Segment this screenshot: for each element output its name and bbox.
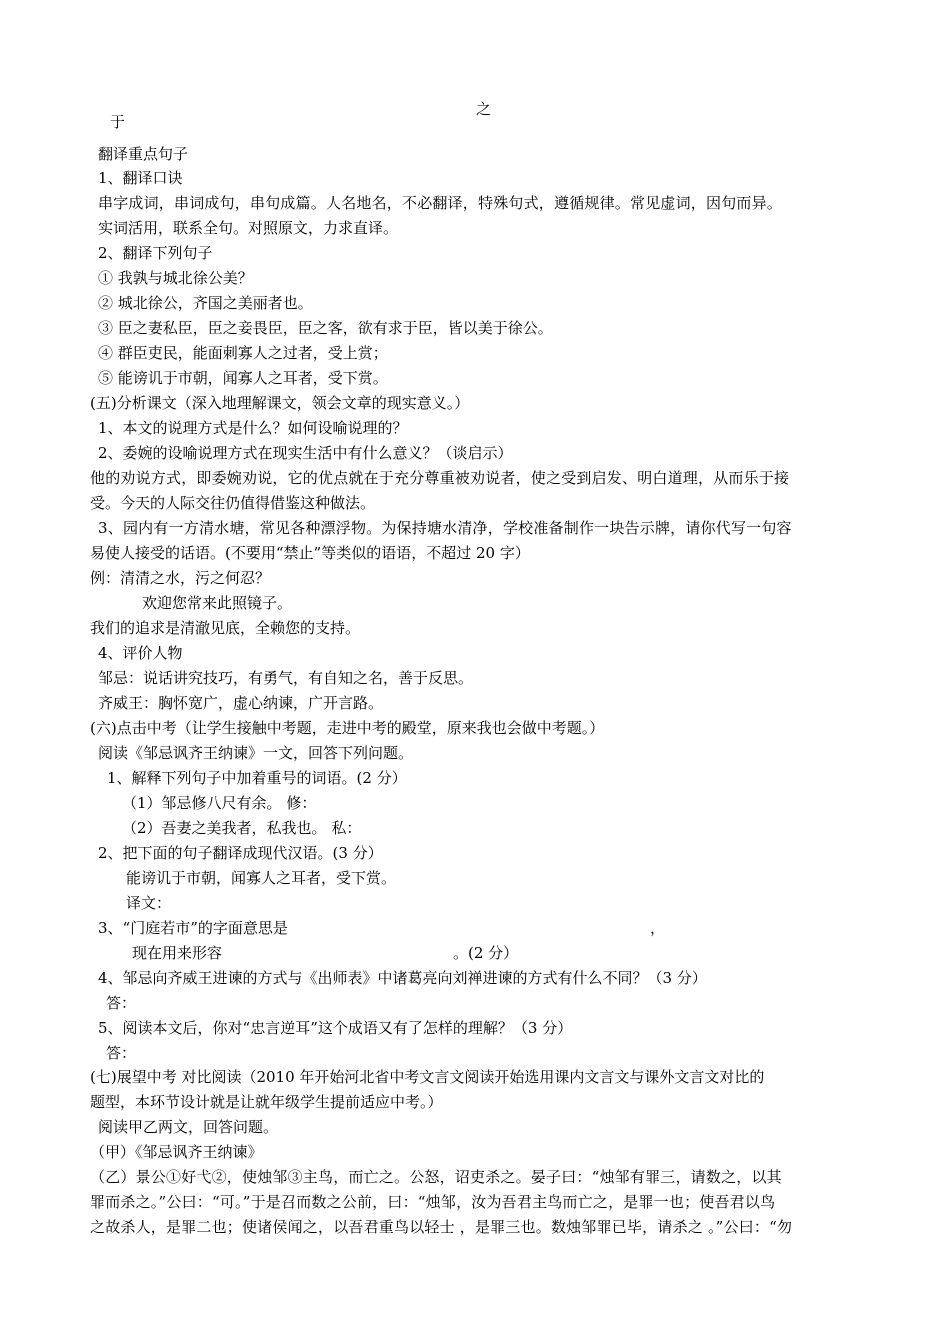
question: 易使人接受的话语。(不要用“禁止”等类似的语语，不超过 20 字）	[90, 544, 530, 562]
list-item: ④ 群臣吏民，能面刺寡人之过者，受上赏；	[98, 344, 388, 362]
answer-label: 译文：	[126, 894, 172, 912]
paragraph-line: 欢迎您常来此照镜子。	[142, 594, 293, 612]
answer-label: 答：	[106, 994, 137, 1012]
question: 2、委婉的设喻说理方式在现实生活中有什么意义？（谈启示）	[98, 444, 513, 462]
section-heading-7: (七)展望中考 对比阅读（2010 年开始河北省中考文言文阅读开始选用课内文言文与课外文言文对比的	[90, 1068, 765, 1086]
paragraph-line: 邹忌：说话讲究技巧，有勇气，有自知之名，善于反思。	[98, 669, 474, 687]
question: 1、解释下列句子中加着重号的词语。(2 分）	[107, 769, 407, 787]
list-item: ⑤ 能谤讥于市朝，闻寡人之耳者，受下赏。	[98, 369, 388, 387]
paragraph-line: 之故杀人，是罪二也；使诸侯闻之，以吾君重鸟以轻士 ，是罪三也。数烛邹罪已毕，请杀之 。”公曰：“勿	[90, 1218, 793, 1236]
paragraph-line: 能谤讥于市朝，闻寡人之耳者，受下赏。	[126, 869, 397, 887]
paragraph-line: 我们的追求是清澈见底，全赖您的支持。	[90, 619, 361, 637]
list-item: ③ 臣之妻私臣，臣之妾畏臣，臣之客，欲有求于臣，皆以美于徐公。	[98, 319, 553, 337]
section-heading-6: (六)点击中考（让学生接触中考题，走进中考的殿堂，原来我也会做中考题。）	[90, 719, 605, 737]
question-item: 现在用来形容	[132, 944, 223, 962]
subheading: 2、翻译下列句子	[98, 244, 213, 262]
blank-comma: ，	[650, 919, 666, 937]
paragraph-line: 齐威王：胸怀宽广，虚心纳谏，广开言路。	[98, 694, 384, 712]
text-label-jia: （甲）《邹忌讽齐王纳谏》	[90, 1143, 263, 1161]
subheading: 1、翻译口诀	[98, 169, 183, 187]
question: 2、把下面的句子翻译成现代汉语。(3 分）	[98, 844, 383, 862]
paragraph-line: 阅读甲乙两文，回答问题。	[98, 1118, 279, 1136]
paragraph-line: 他的劝说方式，即委婉劝说，它的优点就在于充分尊重被劝说者，使之受到启发、明白道理，从而乐于接	[90, 469, 790, 487]
paragraph-line: 罪而杀之。”公曰：“可。”于是召而数之公前，曰：“烛邹，汝为吾君主鸟而亡之，是罪一也；使吾君以鸟	[90, 1193, 776, 1211]
answer-label: 答：	[106, 1044, 137, 1062]
question: 4、邹忌向齐威王进谏的方式与《出师表》中诸葛亮向刘禅进谏的方式有什么不同？（3 分）	[98, 969, 707, 987]
paragraph-line: 串字成词，串词成句，串句成篇。人名地名，不必翻译，特殊句式，遵循规律。常见虚词，因句而异。	[98, 194, 783, 212]
section-heading-translate: 翻译重点句子	[98, 145, 189, 163]
list-item: ① 我孰与城北徐公美？	[98, 269, 253, 287]
question: 3、“门庭若市”的字面意思是	[98, 919, 288, 937]
question-item: （2）吾妻之美我者，私我也。 私：	[122, 819, 362, 837]
top-mark-zhi: 之	[476, 100, 492, 118]
top-mark-yu: 于	[110, 113, 126, 131]
paragraph-line: （乙）景公①好弋②，使烛邹③主鸟，而亡之。公怒，诏吏杀之。晏子曰：“烛邹有罪三，请数之，以其	[90, 1168, 782, 1186]
question-item-end: 。(2 分）	[453, 944, 519, 962]
question: 5、阅读本文后，你对“忠言逆耳”这个成语又有了怎样的理解？（3 分）	[98, 1019, 573, 1037]
paragraph-line: 题型，本环节设计就是让就年级学生提前适应中考。）	[90, 1093, 443, 1111]
paragraph-line: 实词活用，联系全句。对照原文，力求直译。	[98, 219, 399, 237]
paragraph-line: 阅读《邹忌讽齐王纳谏》一文，回答下列问题。	[98, 744, 414, 762]
question-item: （1）邹忌修八尺有余。 修：	[122, 794, 317, 812]
section-heading-5: (五)分析课文（深入地理解课文，领会文章的现实意义。）	[90, 394, 470, 412]
paragraph-line: 例：清清之水，污之何忍？	[90, 569, 271, 587]
subheading: 4、评价人物	[98, 644, 183, 662]
list-item: ② 城北徐公，齐国之美丽者也。	[98, 294, 313, 312]
paragraph-line: 受。今天的人际交往仍值得借鉴这种做法。	[90, 494, 376, 512]
question: 1、本文的说理方式是什么？如何设喻说理的？	[98, 419, 408, 437]
question: 3、园内有一方清水塘，常见各种漂浮物。为保持塘水清净，学校准备制作一块告示牌，请你代写一句容	[98, 519, 792, 537]
